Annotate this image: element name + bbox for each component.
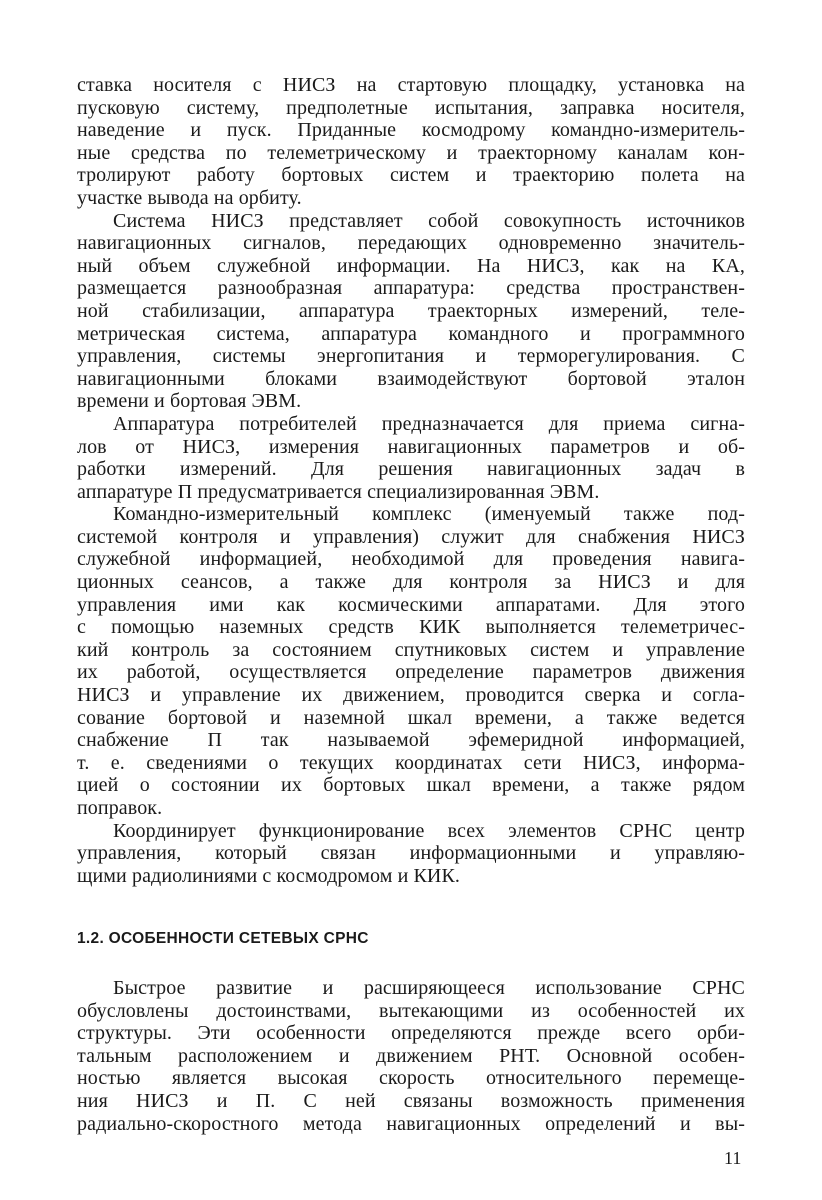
text-line: структуры. Эти особенности определяются прежде всего орби-	[77, 1022, 745, 1045]
text-line: размещается разнообразная аппаратура: средства пространствен-	[77, 277, 745, 300]
text-line: радиально-скоростного метода навигационных определений и вы-	[77, 1112, 745, 1135]
text-line: ния НИСЗ и П. С ней связаны возможность применения	[77, 1089, 745, 1112]
text-line: ционных сеансов, а также для контроля за НИСЗ и для	[77, 571, 745, 594]
text-line: навигационных сигналов, передающих одновременно значитель-	[77, 232, 745, 255]
text-line: времени и бортовая ЭВМ.	[77, 390, 302, 413]
text-line: тальным расположением и движением РНТ. Основной особен-	[77, 1044, 745, 1067]
text-line: метрическая система, аппаратура командного и программного	[77, 322, 745, 345]
text-line: Быстрое развитие и расширяющееся использование СРНС	[113, 977, 745, 999]
text-line: управления ими как космическими аппаратами. Для этого	[77, 593, 745, 616]
text-line: ностью является высокая скорость относительного перемеще-	[77, 1067, 745, 1090]
paragraph-5	[77, 820, 745, 888]
text-line: аппаратуре П предусматривается специализированная ЭВМ.	[77, 480, 600, 503]
text-line: снабжение П так называемой эфемеридной информацией,	[77, 729, 745, 752]
text-line: ной стабилизации, аппаратура траекторных измерений, теле-	[77, 299, 745, 322]
text-line: сование бортовой и наземной шкал времени, а также ведется	[77, 706, 745, 729]
text-line: Аппаратура потребителей предназначается для приема сигна-	[113, 412, 745, 435]
text-line: кий контроль за состоянием спутниковых систем и управление	[77, 638, 745, 661]
text-line: т. е. сведениями о текущих координатах сети НИСЗ, информа-	[77, 751, 745, 774]
text-line: ные средства по телеметрическому и траекторному каналам кон-	[77, 141, 745, 164]
text-line: поправок.	[77, 797, 163, 819]
text-line: навигационными блоками взаимодействуют бортовой эталон	[77, 367, 745, 390]
text-line: лов от НИСЗ, измерения навигационных параметров и об-	[77, 435, 745, 458]
text-line: участке вывода на орбиту.	[77, 186, 302, 209]
section-text-block	[77, 977, 745, 1135]
paragraph-1	[77, 74, 745, 210]
text-line: ный объем служебной информации. На НИСЗ, как на КА,	[77, 254, 745, 277]
page-number: 11	[724, 1148, 742, 1168]
paragraph-4	[77, 503, 745, 819]
text-line: Система НИСЗ представляет собой совокупность источников	[113, 209, 745, 232]
text-line: работки измерений. Для решения навигационных задач в	[77, 458, 745, 481]
text-line: наведение и пуск. Приданные космодрому командно-измеритель-	[77, 119, 745, 142]
text-line: ставка носителя с НИСЗ на стартовую площадку, установка на	[77, 74, 745, 96]
text-line: обусловлены достоинствами, вытекающими из особенностей их	[77, 999, 745, 1022]
text-line: с помощью наземных средств КИК выполняется телеметричес-	[77, 616, 745, 639]
paragraph-2	[77, 210, 745, 413]
text-line: пусковую систему, предполетные испытания, заправка носителя,	[77, 96, 745, 119]
text-line: управления, который связан информационными и управляю-	[77, 842, 745, 865]
text-line: служебной информацией, необходимой для проведения навига-	[77, 548, 745, 571]
paragraph-3	[77, 413, 745, 503]
text-line: тролируют работу бортовых систем и траекторию полета на	[77, 164, 745, 187]
text-line: Координирует функционирование всех элементов СРНС центр	[113, 819, 745, 842]
text-line: управления, системы энергопитания и терморегулирования. С	[77, 345, 745, 368]
text-line: НИСЗ и управление их движением, проводится сверка и согла-	[77, 684, 745, 707]
text-line: цией о состоянии их бортовых шкал времени, а также рядом	[77, 774, 745, 797]
text-line: Командно-измерительный комплекс (именуемый также под-	[113, 503, 745, 526]
text-line: системой контроля и управления) служит для снабжения НИСЗ	[77, 525, 745, 548]
text-line: их работой, осуществляется определение параметров движения	[77, 661, 745, 684]
main-text-block	[77, 74, 745, 887]
section-heading: 1.2. ОСОБЕННОСТИ СЕТЕВЫХ СРНС	[77, 930, 369, 947]
text-line: щими радиолиниями с космодромом и КИК.	[77, 864, 460, 887]
